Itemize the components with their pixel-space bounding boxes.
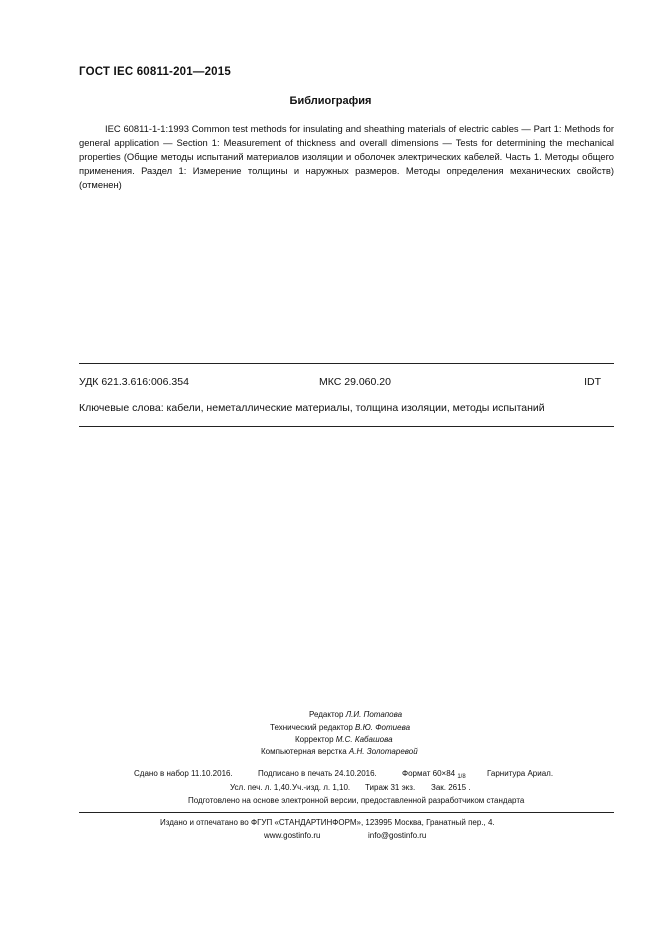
bibliography-title: Библиография <box>289 95 372 107</box>
bibliography-entry: IEC 60811-1-1:1993 Common test methods for insulating and sheathing materials of electric cables — Part 1: Methods for general application — Section 1: Measurement of thickness and overall dimensions — Tests for determining the mechanical properties (Общие методы испытаний материалов изоляции и оболочек электрических кабелей. Часть 1. Методы общего применения. Раздел 1: Измерение толщины и наружных размеров. Методы определения механических свойств) (отменен) <box>79 123 614 190</box>
publ-sheets: Уч.-изд. л. 1,10. <box>292 783 351 792</box>
divider-middle <box>79 426 614 427</box>
format-fraction: 1/8 <box>457 774 466 780</box>
keywords: Ключевые слова: кабели, неметаллические материалы, толщина изоляции, методы испытаний <box>79 402 545 414</box>
signed-date: Подписано в печать 24.10.2016. <box>258 769 377 778</box>
editor-name: Л.И. Потапова <box>345 710 403 719</box>
credit-editor <box>309 708 402 722</box>
standard-designation: ГОСТ IEC 60811-201—2015 <box>79 66 231 78</box>
divider-top <box>79 363 614 364</box>
email-link[interactable]: info@gostinfo.ru <box>368 831 427 840</box>
tech-editor-label: Технический редактор <box>270 723 353 732</box>
publisher: Издано и отпечатано во ФГУП «СТАНДАРТИНФОРМ», 123995 Москва, Гранатный пер., 4. <box>160 818 495 827</box>
credit-layout <box>261 745 418 759</box>
circulation: Тираж 31 экз. <box>365 783 416 792</box>
editor-label: Редактор <box>309 710 344 719</box>
classification-row <box>79 376 601 390</box>
layout-label: Компьютерная верстка <box>261 747 347 756</box>
idt-label: IDT <box>584 376 601 388</box>
website-link[interactable]: www.gostinfo.ru <box>264 831 321 840</box>
print-format <box>402 769 466 778</box>
order-number: Зак. 2615 . <box>431 783 471 792</box>
prepared-note: Подготовлено на основе электронной версии, предоставленной разработчиком стандарта <box>188 796 525 805</box>
layout-name: А.Н. Золотаревой <box>348 747 418 756</box>
divider-bottom <box>79 812 614 813</box>
format-label: Формат 60×84 <box>402 769 456 778</box>
corrector-label: Корректор <box>295 735 334 744</box>
mks-code: МКС 29.060.20 <box>319 376 391 388</box>
typeface: Гарнитура Ариал. <box>487 769 554 778</box>
corrector-name: М.С. Кабашова <box>335 735 393 744</box>
print-sheets: Усл. печ. л. 1,40. <box>230 783 292 792</box>
tech-editor-name: В.Ю. Фотиева <box>355 723 411 732</box>
submitted-date: Сдано в набор 11.10.2016. <box>134 769 233 778</box>
udk-code: УДК 621.3.616:006.354 <box>79 376 189 388</box>
